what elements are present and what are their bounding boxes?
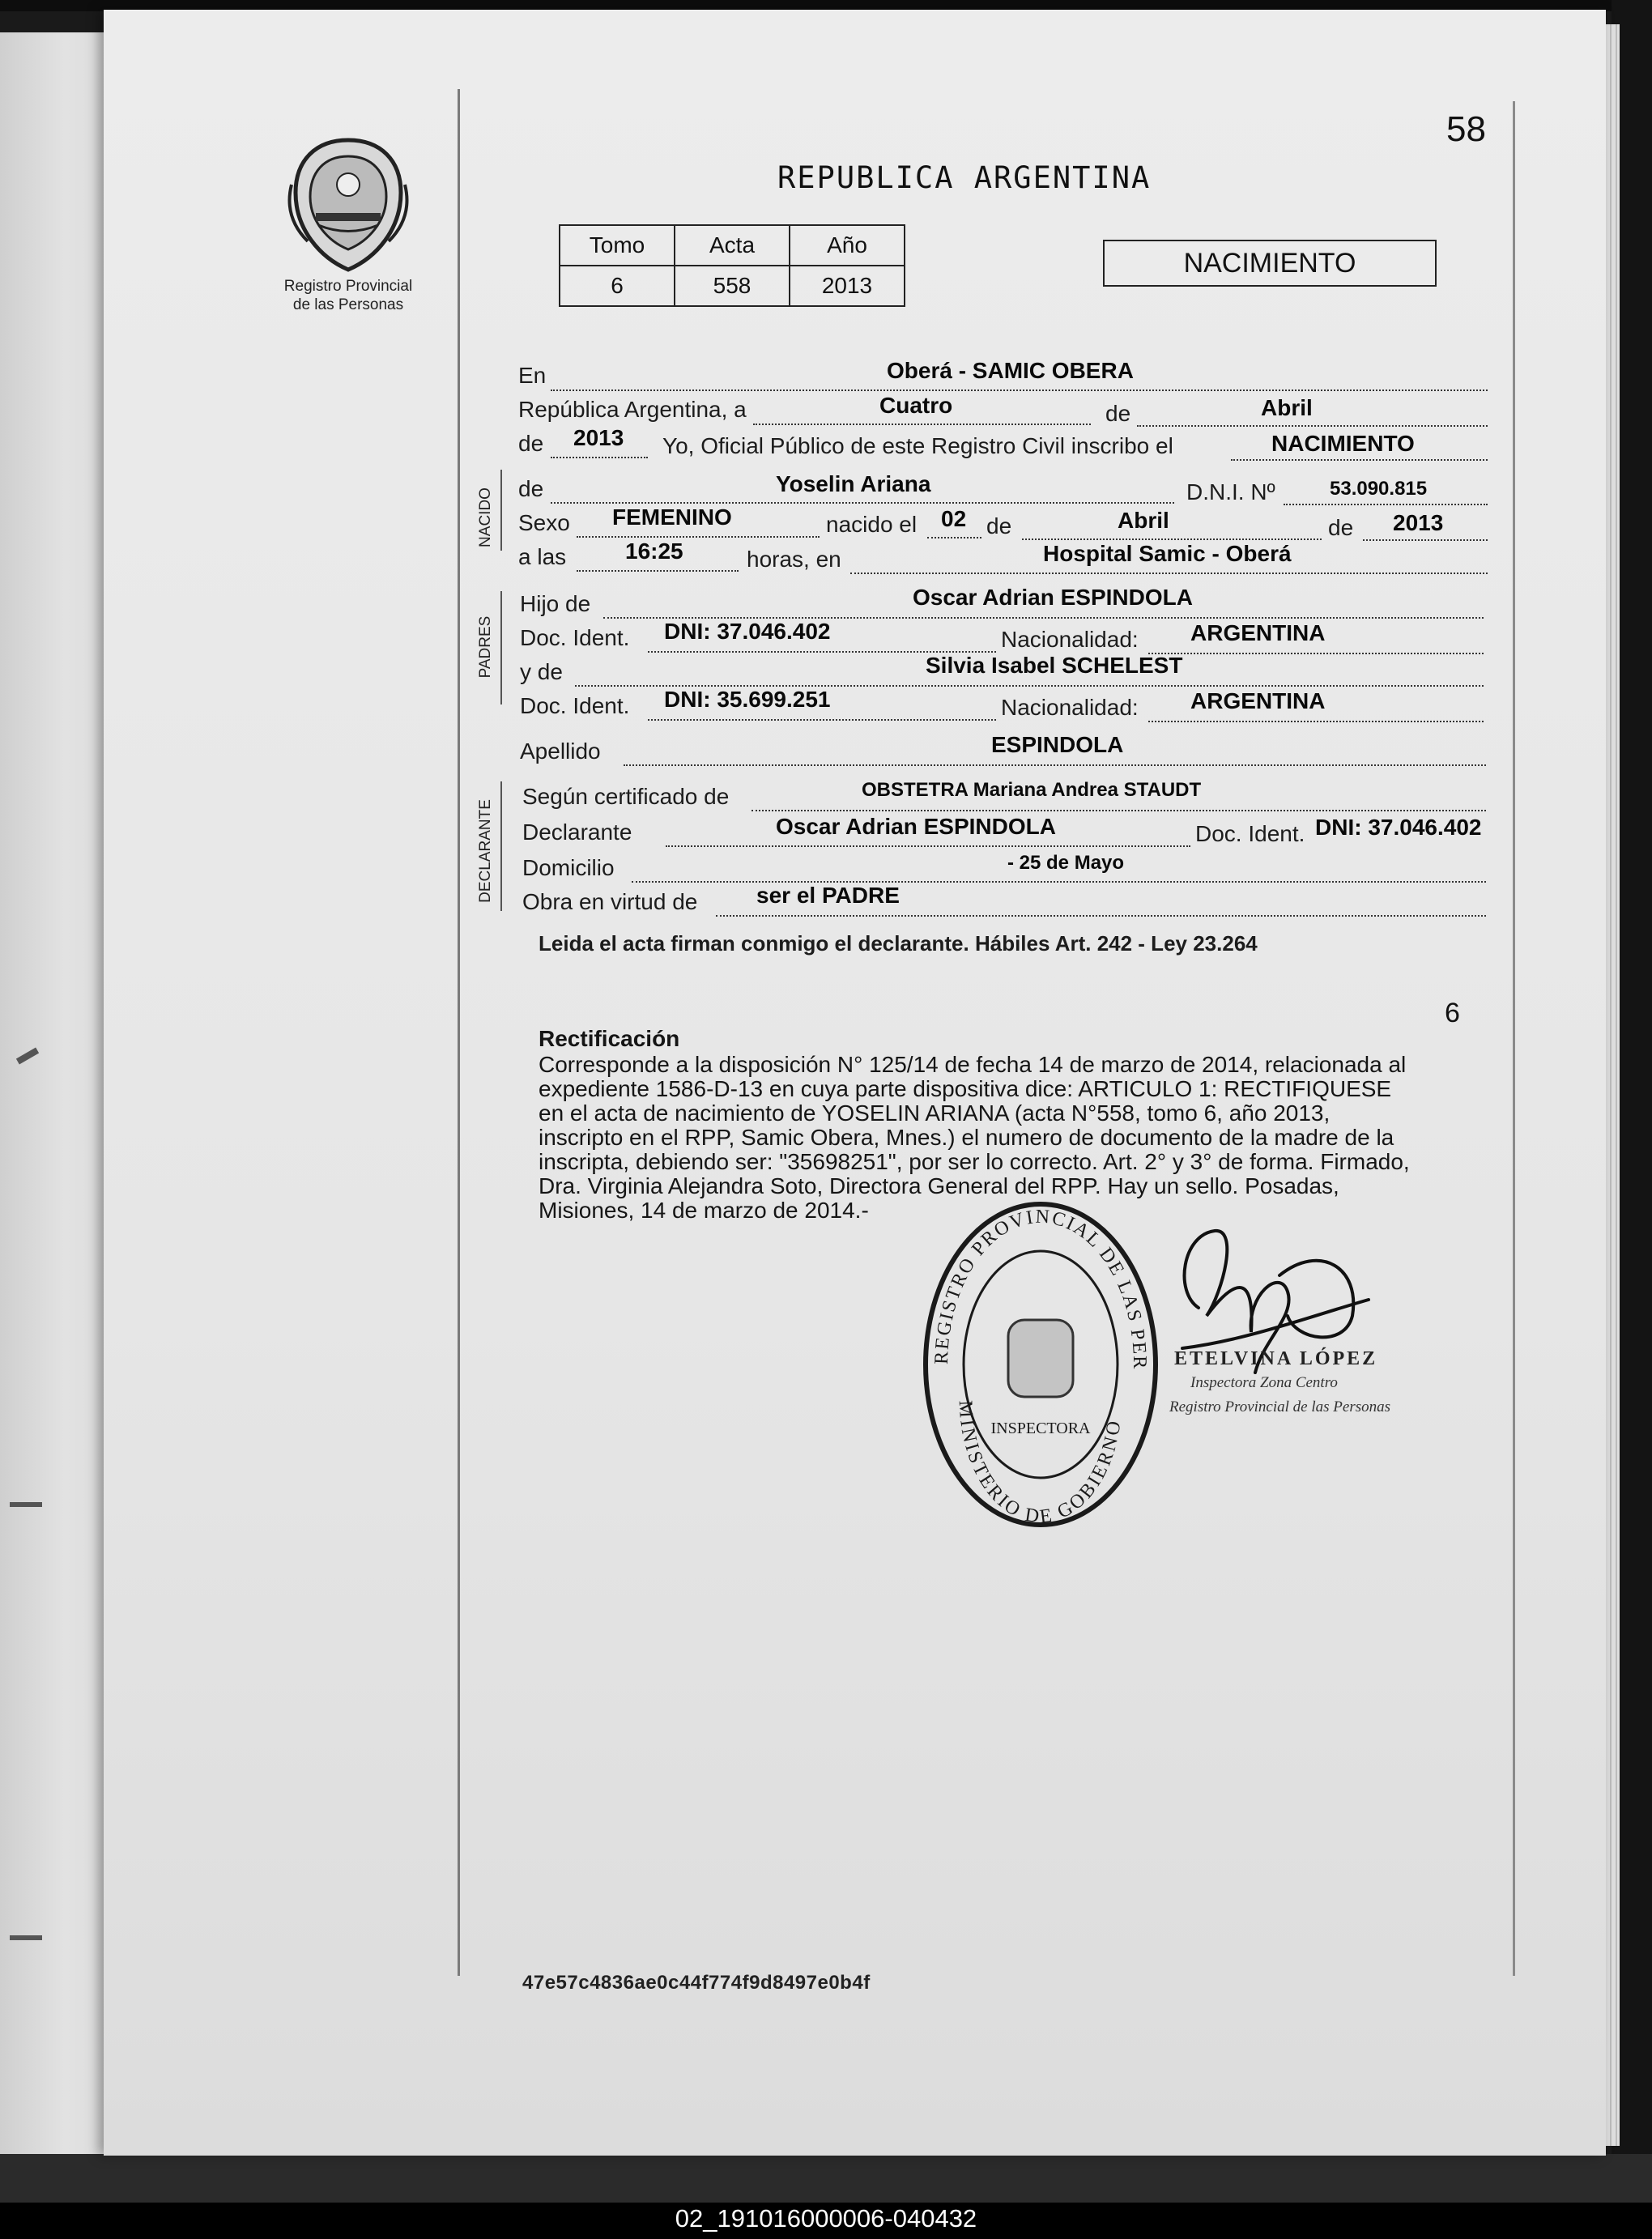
section-rule-padres [500,591,502,704]
label-doc-ident-declarante: Doc. Ident. [1195,821,1305,846]
closing-statement: Leida el acta firman conmigo el declarante. Hábiles Art. 242 - Ley 23.264 [539,931,1258,956]
table-cell-acta: 558 [675,266,790,306]
label-nacionalidad-padre: Nacionalidad: [1001,627,1139,652]
footer-file-code: 02_191016000006-040432 [675,2204,977,2233]
label-republica: República Argentina, a [518,397,747,422]
rectification-line: en el acta de nacimiento de YOSELIN ARIANA (acta N°558, tomo 6, año 2013, [539,1100,1331,1126]
dotted-line [1148,653,1484,654]
section-rule-nacido [500,470,502,551]
value-anio: 2013 [573,425,624,450]
value-declarante: Oscar Adrian ESPINDOLA [776,814,1056,839]
value-padre: Oscar Adrian ESPINDOLA [913,585,1193,610]
label-segun-certificado: Según certificado de [522,784,730,809]
registry-caption-line1: Registro Provincial [283,278,413,295]
label-a-las: a las [518,544,567,569]
dotted-line [624,764,1486,766]
value-padre-nacionalidad: ARGENTINA [1190,620,1326,645]
dotted-line [1284,504,1488,505]
value-sexo: FEMENINO [612,504,732,530]
value-dni: 53.090.815 [1330,478,1428,500]
label-nacionalidad-madre: Nacionalidad: [1001,695,1139,720]
value-inscribo: NACIMIENTO [1271,431,1415,456]
document-title: REPUBLICA ARGENTINA [777,160,1152,195]
dotted-line [551,457,648,458]
dotted-line [1148,721,1484,722]
table-header-acta: Acta [675,225,790,266]
label-dni: D.N.I. Nº [1186,479,1275,504]
value-apellido: ESPINDOLA [991,732,1124,757]
signatory-title: Inspectora Zona Centro [1190,1374,1338,1391]
dotted-line [1137,425,1488,427]
label-sexo: Sexo [518,510,570,535]
page-number: 58 [1446,109,1486,149]
label-y-de: y de [520,659,563,684]
label-en: En [518,363,547,388]
label-horas-en: horas, en [747,547,841,572]
value-lugar-inscripcion: Oberá - SAMIC OBERA [887,358,1134,383]
rectification-line: Corresponde a la disposición N° 125/14 de fecha 14 de marzo de 2014, relacionada al [539,1052,1407,1077]
label-de-anio-nacido: de [1328,515,1354,540]
section-rule-declarante [500,781,502,911]
value-nacido-dia: 02 [941,506,967,531]
dotted-line [1022,538,1322,540]
rectification-line: inscripta, debiendo ser: "35698251", por ser lo correcto. Art. 2° y 3° de forma. Firmado, [539,1149,1410,1174]
right-margin-rule [1513,101,1515,1976]
label-declarante: Declarante [522,819,632,845]
value-padre-doc: DNI: 37.046.402 [664,619,831,644]
value-certificado: OBSTETRA Mariana Andrea STAUDT [862,779,1202,801]
value-madre: Silvia Isabel SCHELEST [926,653,1183,678]
value-obra: ser el PADRE [756,883,900,908]
section-label-padres: PADRES [477,615,494,679]
rectification-body [539,1053,1494,1223]
official-seal [919,1198,1162,1530]
dotted-line [577,536,820,538]
value-dia: Cuatro [879,393,953,418]
rectification-line: Dra. Virginia Alejandra Soto, Directora General del RPP. Hay un sello. Posadas, [539,1173,1339,1198]
dotted-line [577,570,739,572]
rectification-number: 6 [1445,998,1460,1028]
background-table [0,2154,1652,2203]
value-nacido-anio: 2013 [1393,510,1444,535]
section-label-nacido: NACIDO [477,487,494,547]
value-lugar-nacimiento: Hospital Samic - Oberá [1043,541,1292,566]
rectification-line: Misiones, 14 de marzo de 2014.- [539,1198,869,1223]
registry-caption-line2: de las Personas [292,296,404,313]
table-cell-tomo: 6 [560,266,675,306]
dotted-line [927,537,981,538]
label-apellido: Apellido [520,739,601,764]
dotted-line [648,719,996,721]
dotted-line [666,845,1190,847]
label-de-nombre: de [518,476,544,501]
value-mes: Abril [1261,395,1313,420]
dotted-line [753,424,1091,425]
table-header-anio: Año [790,225,905,266]
label-de-mes: de [986,513,1012,538]
left-margin-rule [458,89,460,1976]
label-de: de [1105,401,1131,426]
rectification-line: expediente 1586-D-13 en cuya parte dispositiva dice: ARTICULO 1: RECTIFIQUESE [539,1076,1392,1101]
dotted-line [1231,459,1488,461]
document-hash: 47e57c4836ae0c44f774f9d8497e0b4f [522,1972,871,1994]
label-nacido: nacido el [826,512,918,537]
binder-mark [10,1935,42,1940]
register-table [559,224,905,307]
value-declarante-doc: DNI: 37.046.402 [1315,815,1482,840]
table-cell-anio: 2013 [790,266,905,306]
dotted-line [551,502,1174,504]
value-domicilio: - 25 de Mayo [1007,852,1125,874]
value-madre-nacionalidad: ARGENTINA [1190,688,1326,713]
value-nacido-mes: Abril [1118,508,1169,533]
misiones-coat-of-arms-logo [287,136,409,274]
rectification-heading: Rectificación [539,1026,680,1051]
dotted-line [551,389,1488,391]
dotted-line [1363,539,1488,541]
signatory-name: ETELVINA LÓPEZ [1174,1348,1378,1369]
section-label-declarante: DECLARANTE [477,799,494,903]
label-de-anio: de [518,431,544,456]
label-obra-en-virtud: Obra en virtud de [522,889,698,914]
label-hijo-de: Hijo de [520,591,591,616]
signatory-organization: Registro Provincial de las Personas [1169,1398,1391,1415]
dotted-line [850,573,1488,574]
binder-mark [10,1502,42,1507]
table-header-tomo: Tomo [560,225,675,266]
act-type-box: NACIMIENTO [1103,240,1437,287]
label-doc-ident-padre: Doc. Ident. [520,625,630,650]
dotted-line [751,810,1486,811]
dotted-line [716,915,1486,917]
seal-bottom-text: MINISTERIO DE GOBIERNO [954,1399,1126,1528]
seal-outer-text: REGISTRO PROVINCIAL DE LAS PER [930,1206,1151,1371]
label-oficial: Yo, Oficial Público de este Registro Civil inscribo el [662,433,1173,458]
rectification-line: inscripto en el RPP, Samic Obera, Mnes.) el numero de documento de la madre de la [539,1125,1394,1150]
value-hora: 16:25 [625,538,683,564]
label-domicilio: Domicilio [522,855,615,880]
seal-inner-text: INSPECTORA [990,1420,1091,1437]
label-doc-ident-madre: Doc. Ident. [520,693,630,718]
value-nombre: Yoselin Ariana [776,471,931,496]
value-madre-doc: DNI: 35.699.251 [664,687,831,712]
